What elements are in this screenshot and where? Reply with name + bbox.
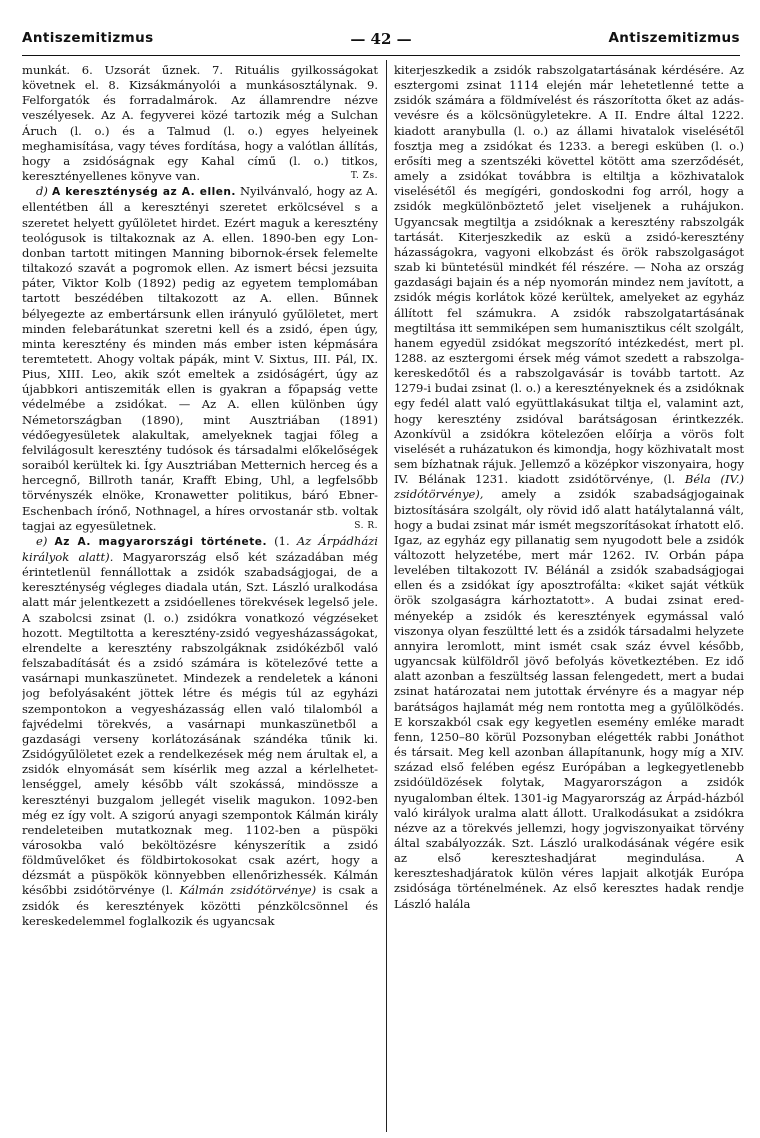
author-signature: T. Zs. xyxy=(350,171,378,182)
left-column xyxy=(22,63,378,1131)
right-column xyxy=(394,63,744,1131)
cross-reference: Kálmán zsidótörvénye) xyxy=(179,883,317,898)
header-left-title: Antiszemitizmus xyxy=(22,30,154,46)
cross-reference: Béla (IV.) zsidótörvénye), xyxy=(394,472,744,502)
section-text: Nyilvánvaló, hogy az A. ellentétben áll a keresztényi szeretet erkölcsével s a szeretet helyett gyűlöletet hirdet. Ezért maguk a keresztény teológusok is tiltakoznak az A. ellen. 1890-ben egy Londonban tartott mitingen Manning bibornok-érsek felemelte tiltakozó szavát a pogromok ellen. Az ismert bécsi jezsuita páter, Viktor Kolb (1892) pedig az egyetem templomában tartott beszédében tiltakozott az A. ellen. Bűnnek bélyegezte az embertársunk ellen irányuló gyűlöletet, mert minden felebarátunkat szeretni kell és a zsidó, épen úgy, minta keresztény és minden más ember isten képmására teremtetett. Ahogy voltak pápák, mint V. Sixtus, III. Pál, IX. Pius, XIII. Leo, akik szót emeltek a zsidóságért, úgy az újabbkori antiszemiták ellen is gyakran a főpapság vette védelmébe a zsidókat. — Az A. ellen különben úgy Németországban (1890), mint Ausztriában (1891) védőegyesületek alakultak, amelyeknek tagjai főleg a felvilágosult keresztény tudósok és társadalmi előkelőségek soraiból kerültek ki. Így Ausztriában Metternich herceg és a hercegnő, Billroth tanár, Krafft Ebing, Uhl, a legfelsőbb törvényszék elnöke, Kronawetter politikus, báró Ebner-Eschenbach írónő, Nothnagel, a híres orvostanár stb. voltak tagjai az egyesületnek. xyxy=(22,184,378,533)
section-e xyxy=(22,534,378,929)
section-heading: A kereszténység az A. ellen. xyxy=(51,186,236,199)
header-rule xyxy=(22,55,740,56)
column-divider xyxy=(386,60,387,1132)
running-header xyxy=(22,30,740,54)
paragraph-text-continued: amely a zsidók szabadságjogainak biztosítására szolgált, oly rövid idő alatt hatálytalanná vált, hogy a budai zsinat már ismét megszorításokat írhatott elő. Igaz, az egyház egy pillanatig sem nyugodott bele a zsidók változott helyzetébe, mert már 1262. IV. Orbán pápa levelében tiltakozott IV. Bélánál a zsidók szabadságjogai ellen és a zsidókat így aposztrofálta: «kiket saját vétkük örök szolgaságra kárhoztatott». A budai zsinat eredményekép a zsidók és keresztények egymással való viszonya olyan feszültté lett és a zsidók társadalmi helyzete annyira leromlott, mint ismét csak száz évvel később, ugyancsak külföldről jövő befolyás következtében. Ez idő alatt azonban a feszültség lassan felengedett, mert a budai zsinat határozatai nem jutottak érvényre és a magyar nép barátságos hajlamát még nem rontotta meg a gyűlölködés. E korszakból csak egy kegyetlen esemény emléke maradt fenn, 1250–80 körül Pozsonyban elégették rabbi Jonáthot és társait. Meg kell azonban állapítanunk, hogy míg a XIV. század első felében egész Európában a legkegyetlenebb zsidóüldözések folytak, Magyarországon a zsidók nyugalomban éltek. 1301-ig Magyarország az Árpád-házból való királyok uralma alatt állott. Uralkodásukat a zsidókra nézve az a törekvés jellemzi, hogy jogviszonyaikat törvény által szabályozzák. Szt. László uralkodásának végére esik az első kereszteshadjárat megindulása. A kereszteshadjáratok külön véres lapjait alkotják Európa zsidósága történelmének. Az első keresztes hadak rendje László halála xyxy=(394,487,744,911)
section-letter: e) xyxy=(36,533,48,548)
paragraph-list-end xyxy=(22,63,378,184)
header-right-title: Antiszemitizmus xyxy=(608,30,740,46)
section-d xyxy=(22,184,378,534)
subsection-title: Az Árpádházi királyok alatt). xyxy=(22,533,378,564)
section-heading: Az A. magyarországi története. xyxy=(54,535,267,548)
section-number: (1. xyxy=(266,533,297,548)
page-number: — 42 — xyxy=(350,30,412,48)
author-signature: S. R. xyxy=(354,520,378,531)
paragraph-continued xyxy=(394,63,744,912)
section-text: Magyarország első két századában még érintetlenül fennállottak a zsidók szabadságjogai, de a kereszténység végleges diadala után, Szt. László uralkodása alatt már jelentkezett a zsidóellenes törekvések legelső jele. A szabolcsi zsinat (l. o.) zsidókra vonatkozó végzéseket hozott. Megtiltotta a keresztény-zsidó vegyesházasságokat, elrendelte a keresztény rabszolgáknak zsidókézből való felszabadítását és a zsidó számára is kötelezővé tette a vasárnapi munkaszünetet. Mindezek a rendeletek a kánoni jog befolyásaként jöttek létre és mégis túl az egyházi szempontokon a vegyesházasság ellen való tilalomból a fajvédelmi törekvés, a vasárnapi munkaszünetből a gazdasági verseny korlátozásának szándéka tűnik ki. Zsidógyűlöletet ezek a rendelkezések még nem árultak el, a zsidók elnyomását sem kísérlik meg azzal a kérlelhetetlenséggel, amely később vált szokássá, mindössze a keresztényi buzgalom jellegét viselik magukon. 1092-ben még ez így volt. A szigorú anyagi szempontok Kálmán király rendeleteiben mutatkoznak meg. 1102-ben a püspöki városokba való beköltözésre kényszerítik a zsidó földművelőket és földbirtokosokat csak azért, hogy a dézsmát a püspökök könnyebben ellenőrizhessék. Kálmán későbbi zsidótörvénye (l. xyxy=(22,550,378,898)
section-text-continued: is csak a zsidók és keresztények közötti pénzkölcsönnel és kereskedelemmel foglalkozik és ugyancsak xyxy=(22,883,378,928)
paragraph-text: kiterjeszkedik a zsidók rabszolgatartásának kérdésére. Az esztergomi zsinat 1114 elején már lehetetlenné tette a zsidók számára a földmívelést és rászorította őket az adás-vevésre és a kölcsönügyletekre. A II. Endre által 1222. kiadott aranybulla (l. o.) az állami hivatalok viselésétől fosztja meg a zsidókat és 1233. a beregi esküben (l. o.) erősíti meg a szentszéki követtel kötött ama szerződését, amely a zsidókat továbbra is eltiltja a közhivatalok viselésétől és megígéri, gondoskodni fog arról, hogy a zsidók megkülönböztető jelet viseljenek a ruhájukon. Ugyancsak megtiltja a zsidóknak a keresztény rabszolgák tartását. Kiterjeszkedik az eskü a zsidó-keresztény házasságokra, vagyoni elkobzást és örök rabszolgaságot szab ki büntetésül mindkét fél részére. — Noha az ország gazdasági bajain és a nép nyomorán mindez nem javított, a zsidók mégis korlátok közé kerültek, amelyeket az egyház állított fel számukra. A zsidók rabszolgatartásának megtiltása itt semmiképen sem humanisztikus célt szolgált, hanem egyedül zsidókat megszorító intézkedést, mert pl. 1288. az esztergomi érsek még vámot szedett a rabszolgakereskedőtől és a rabszolgavásár is tovább tartott. Az 1279-i budai zsinat (l. o.) a keresztényeknek és a zsidóknak egy fedél alatt való együttlakásukat tiltja el, valamint azt, hogy keresztény zsidóval barátságosan érintkezzék. Azonkívül a zsidókra kötelezően előírja a vörös folt viselését a ruházatukon és kimondja, hogy közhivatalt most sem bízhatnak rájuk. Jellemző a középkor viszonyaira, hogy IV. Bélának 1231. kiadott zsidótörvénye, (l. xyxy=(394,63,744,487)
paragraph-text: munkát. 6. Uzsorát űznek. 7. Rituális gyilkosságokat követnek el. 8. Kizsákmányolói a munkásosztálynak. 9. Felforgatók és forradalmárok. Az államrendre nézve veszélyesek. Az A. fegyverei közé tartozik még a Sulchan Áruch (l. o.) és a Talmud (l. o.) egyes helyeinek meghamisítása, vagy téves fordítása, hogy a valótlan állítás, hogy a zsidóságnak egy Kahal című (l. o.) titkos, keresztényellenes könyve van. xyxy=(22,63,378,184)
section-letter: d) xyxy=(36,184,48,199)
